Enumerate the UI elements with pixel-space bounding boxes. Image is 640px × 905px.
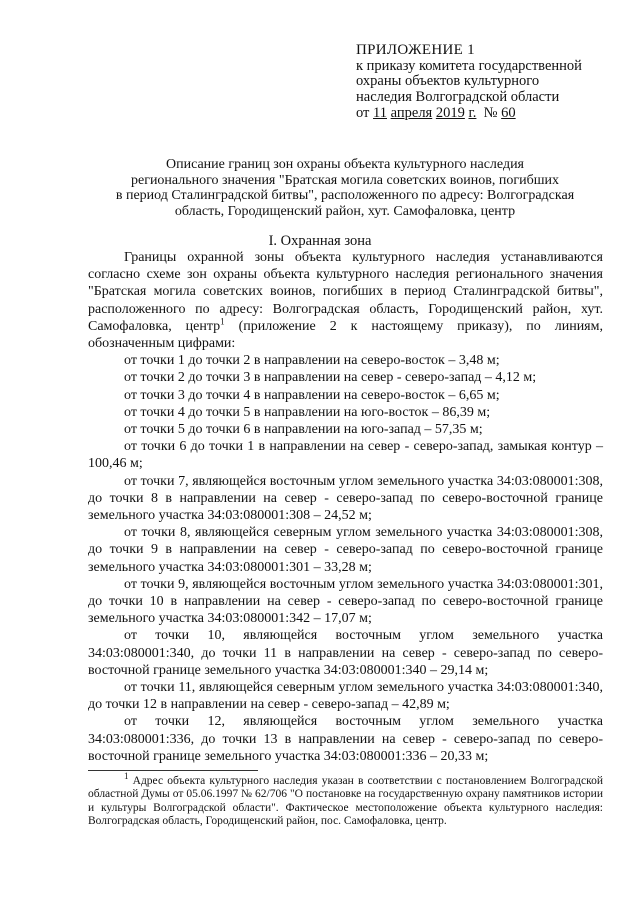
order-number: 60 [501,105,516,121]
footnote [88,771,603,828]
number-sign: № [483,105,498,121]
document-body [88,249,603,765]
boundary-line: от точки 7, являющейся восточным углом земельного участка 34:03:080001:308, до точки 8 в направлении на север - северо-запад по северо-восточной границе земельного участка 34:03:080001:308 – 24,52 м; [88,473,603,524]
boundary-line: от точки 1 до точки 2 в направлении на северо-восток – 3,48 м; [124,353,500,369]
intro-text: Границы охранной зоны объекта культурного наследия устанавливаются согласно схеме зон охраны объекта культурного наследия регионального значения "Братская могила советских воинов, погибших в период Сталинградской битвы", расположенного по адресу: Волгоградская область, Городищенский район, хут. Самофаловка, центр [88,250,603,334]
appendix-title: ПРИЛОЖЕНИЕ 1 [356,42,475,58]
description-line-4: область, Городищенский район, хут. Самофаловка, центр [174,203,516,219]
date-day: 11 [373,105,387,121]
date-year: 2019 [435,105,465,121]
date-prefix: от [356,105,370,121]
appendix-line-2: охраны объектов культурного [356,73,540,89]
boundary-line: от точки 9, являющейся восточным углом земельного участка 34:03:080001:301, до точки 10 в направлении на север - северо-запад по северо-восточной границе земельного участка 34:03:080001:342 – 17,07 м; [88,576,603,627]
section-title: I. Охранная зона [268,233,372,249]
boundary-line: от точки 2 до точки 3 в направлении на север - северо-запад – 4,12 м; [124,370,537,386]
boundary-line: от точки 8, являющейся северным углом земельного участка 34:03:080001:308, до точки 9 в направлении на север - северо-запад по северо-восточной границе земельного участка 34:03:080001:301 – 33,28 м; [88,525,603,575]
order-date-line [356,106,616,122]
document-description [80,157,610,219]
footnote-text: Адрес объекта культурного наследия указан в соответствии с постановлением Волгоградской областной Думы от 05.06.1997 № 62/706 "О постановке на государственную охрану памятников истории и культуры Волгоградской области". Фактическое местоположение объекта культурного наследия: Волгоградская область, Городищенский район, пос. Самофаловка, центр. [88,775,603,827]
boundary-line: от точки 3 до точки 4 в направлении на северо-восток – 6,65 м; [124,387,500,403]
appendix-line-3: наследия Волгоградской области [356,88,560,105]
description-line-1: Описание границ зон охраны объекта культурного наследия [165,157,524,172]
date-year-suffix: г. [468,105,477,121]
date-month: апреля [390,105,433,121]
boundary-line: от точки 12, являющейся восточным углом земельного участка 34:03:080001:336, до точки 13 в направлении на север - северо-запад по северо-восточной границе земельного участка 34:03:080001:336 – 20,33 м; [88,714,603,764]
footnote-separator [88,770,258,771]
appendix-line-1: к приказу комитета государственной [356,57,582,74]
boundary-line: от точки 10, являющейся восточным углом земельного участка 34:03:080001:340, до точки 11 в направлении на север - северо-запад по северо-восточной границе земельного участка 34:03:080001:340 – 29,14 м; [88,628,603,678]
footnote-ref: 1 [220,316,225,327]
intro-paragraph [88,249,603,352]
boundary-line: от точки 4 до точки 5 в направлении на юго-восток – 86,39 м; [124,404,491,420]
footnote-number: 1 [124,771,129,782]
intro-text-tail: (приложение 2 к настоящему приказу), по линиям, обозначенным цифрами: [88,318,603,352]
description-line-3: в период Сталинградской битвы", расположенного по адресу: Волгоградская [115,188,575,203]
appendix-header [356,43,616,122]
description-line-2: регионального значения "Братская могила советских воинов, погибших [130,172,560,188]
boundary-line: от точки 5 до точки 6 в направлении на юго-запад – 57,35 м; [124,422,483,438]
boundary-line: от точки 6 до точки 1 в направлении на север - северо-запад, замыкая контур – 100,46 м; [88,439,603,472]
boundary-line: от точки 11, являющейся северным углом земельного участка 34:03:080001:340, до точки 12 в направлении на север - северо-запад – 42,89 м; [88,680,603,713]
